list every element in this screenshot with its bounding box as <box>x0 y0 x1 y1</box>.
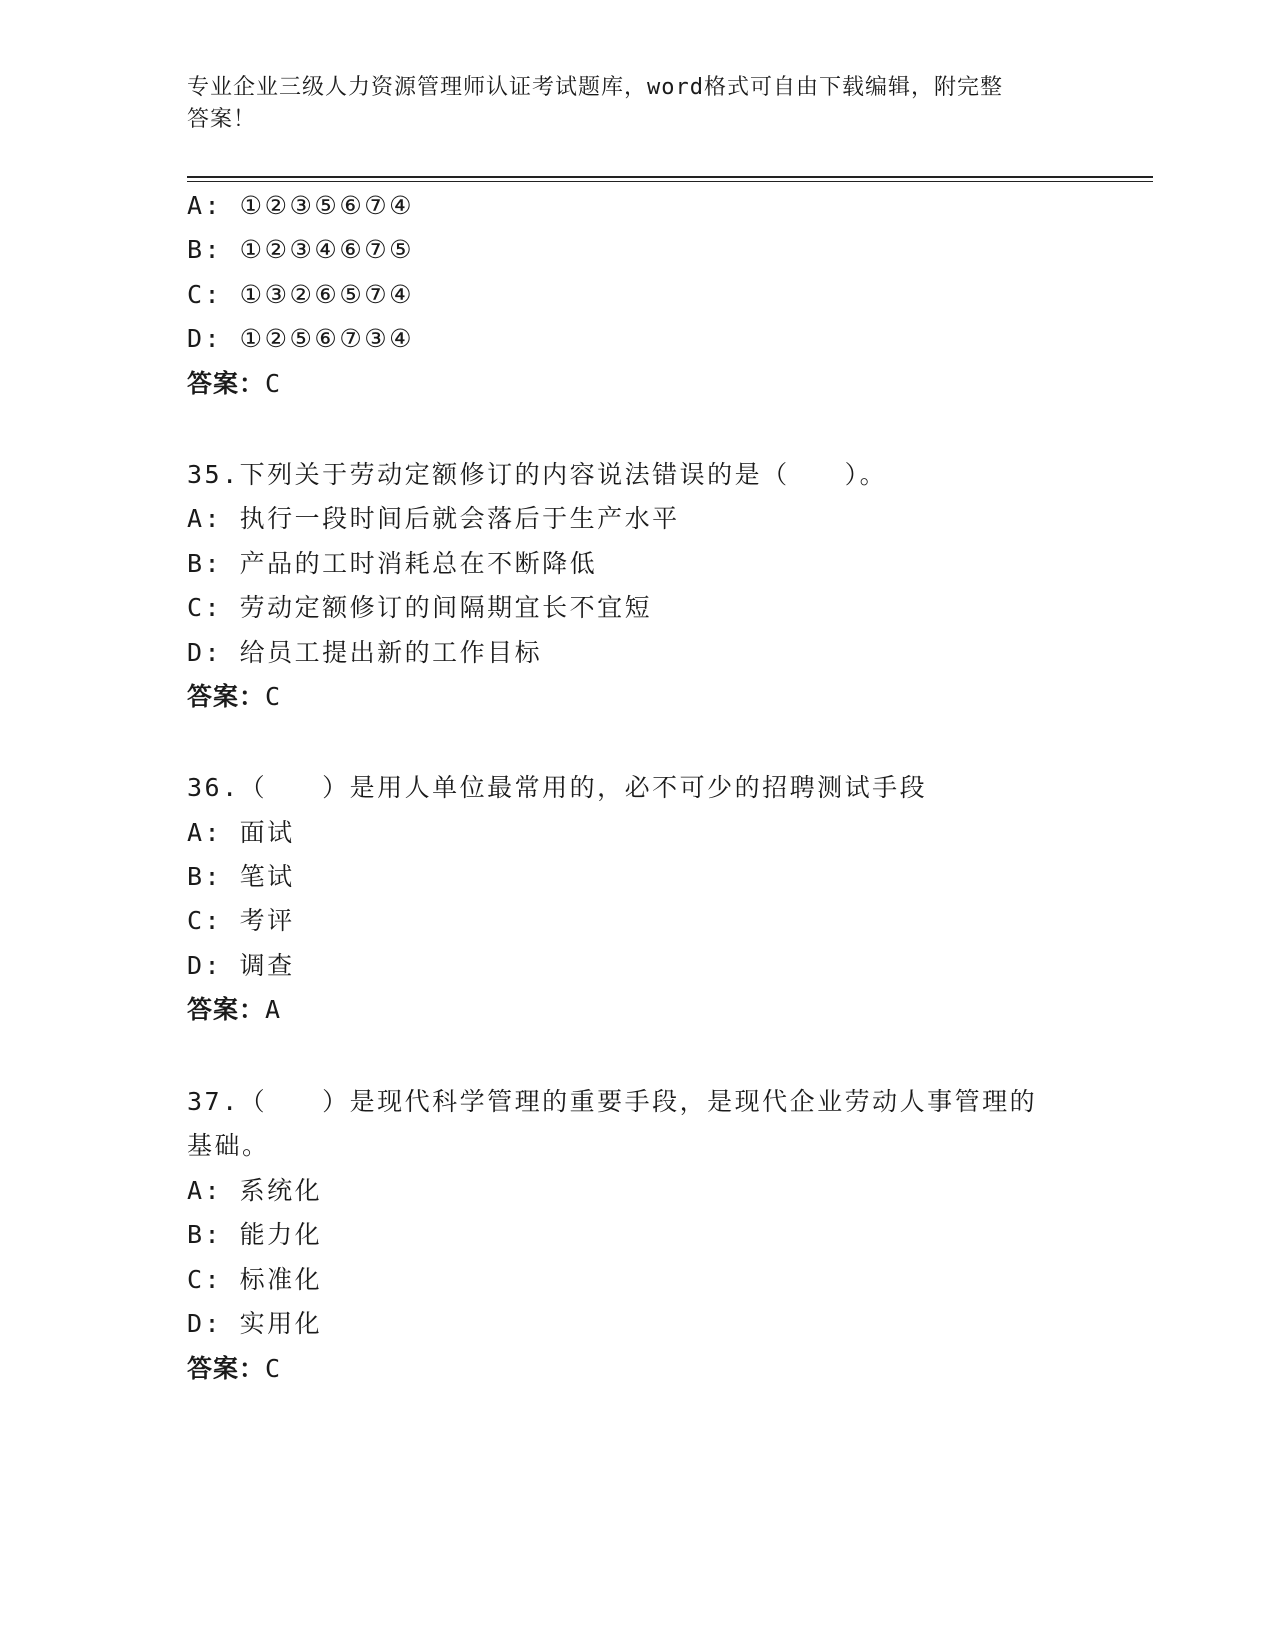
option-text: 笔试 <box>239 862 295 891</box>
option-key: B: <box>187 235 223 264</box>
q34-option-b <box>187 234 414 266</box>
q37-option-a <box>187 1175 322 1207</box>
answer-value: C <box>265 369 282 398</box>
option-text: 执行一段时间后就会落后于生产水平 <box>239 504 680 533</box>
q36-option-b <box>187 861 295 893</box>
option-key: A: <box>187 191 223 220</box>
answer-value: A <box>265 995 282 1024</box>
option-key: D: <box>187 324 223 353</box>
option-text: ①③②⑥⑤⑦④ <box>239 280 415 309</box>
option-text: 面试 <box>239 818 295 847</box>
q36-option-a <box>187 817 295 849</box>
header-rule-top <box>187 176 1153 178</box>
answer-label: 答案： <box>187 682 266 711</box>
q37-option-b <box>187 1219 322 1251</box>
q36-option-c <box>187 905 295 937</box>
document-header <box>187 72 1067 136</box>
q35-stem: 35.下列关于劳动定额修订的内容说法错误的是（ ）。 <box>187 460 888 489</box>
option-text: 系统化 <box>239 1176 323 1205</box>
answer-value: C <box>265 682 282 711</box>
q34-option-a <box>187 190 414 222</box>
option-key: D: <box>187 951 223 980</box>
option-key: B: <box>187 1220 223 1249</box>
option-key: B: <box>187 862 223 891</box>
header-rule-bottom <box>187 181 1153 182</box>
q36-option-d <box>187 950 295 982</box>
answer-label: 答案： <box>187 995 266 1024</box>
option-key: C: <box>187 280 223 309</box>
q35-option-d <box>187 637 542 669</box>
q35-answer <box>187 681 281 713</box>
option-text: ①②③⑤⑥⑦④ <box>239 191 415 220</box>
q37-answer <box>187 1353 281 1385</box>
option-text: 标准化 <box>239 1265 323 1294</box>
option-text: 实用化 <box>239 1309 323 1338</box>
option-text: 调查 <box>239 951 295 980</box>
option-key: C: <box>187 593 223 622</box>
option-key: A: <box>187 1176 223 1205</box>
option-key: A: <box>187 818 223 847</box>
q37-option-c <box>187 1264 322 1296</box>
q35-option-a <box>187 503 680 535</box>
option-key: C: <box>187 1265 223 1294</box>
q37-stem-line-2: 基础。 <box>187 1131 270 1160</box>
q36-answer <box>187 994 281 1026</box>
q37-option-d <box>187 1308 322 1340</box>
option-text: ①②③④⑥⑦⑤ <box>239 235 415 264</box>
option-text: 给员工提出新的工作目标 <box>239 638 543 667</box>
option-key: D: <box>187 1309 223 1338</box>
option-text: 考评 <box>239 906 295 935</box>
q34-answer <box>187 368 281 400</box>
option-key: C: <box>187 906 223 935</box>
q35-option-b <box>187 548 597 580</box>
q34-option-d <box>187 323 414 355</box>
option-text: 能力化 <box>239 1220 323 1249</box>
option-text: 劳动定额修订的间隔期宜长不宜短 <box>239 593 653 622</box>
q34-option-c <box>187 279 414 311</box>
option-key: A: <box>187 504 223 533</box>
q35-option-c <box>187 592 652 624</box>
header-line-1: 专业企业三级人力资源管理师认证考试题库，word格式可自由下载编辑，附完整 <box>187 75 1003 100</box>
q36-stem: 36.（ ）是用人单位最常用的，必不可少的招聘测试手段 <box>187 773 928 802</box>
answer-value: C <box>265 1354 282 1383</box>
option-text: ①②⑤⑥⑦③④ <box>239 324 415 353</box>
option-text: 产品的工时消耗总在不断降低 <box>239 549 598 578</box>
q37-stem-line-1: 37.（ ）是现代科学管理的重要手段，是现代企业劳动人事管理的 <box>187 1087 1038 1116</box>
answer-label: 答案： <box>187 1354 266 1383</box>
option-key: D: <box>187 638 223 667</box>
answer-label: 答案： <box>187 369 266 398</box>
header-line-2: 答案！ <box>187 107 257 132</box>
option-key: B: <box>187 549 223 578</box>
